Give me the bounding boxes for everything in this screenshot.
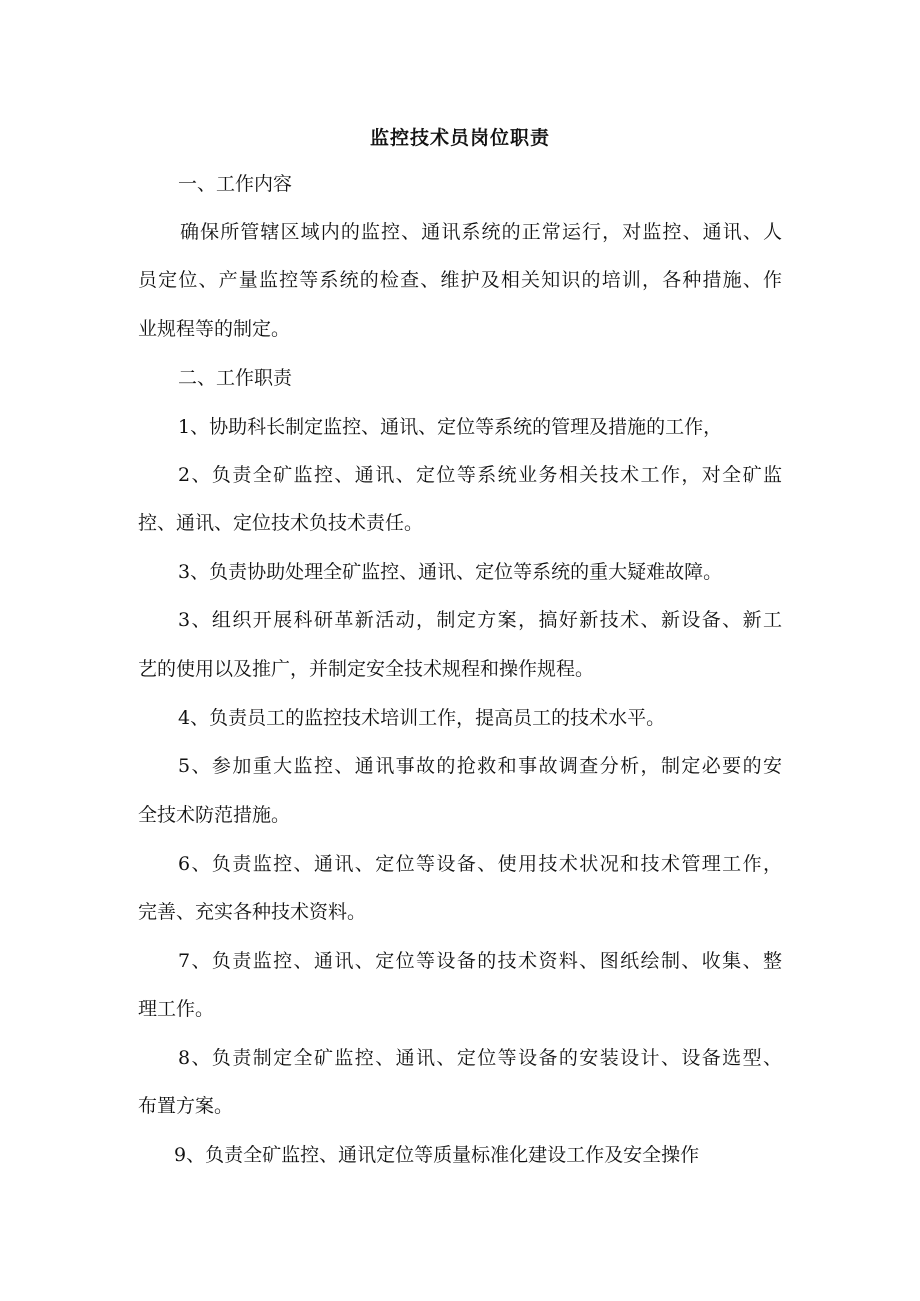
duty-item: 3、组织开展科研革新活动，制定方案，搞好新技术、新设备、新工 bbox=[178, 609, 782, 631]
duty-item-continuation: 全技术防范措施。 bbox=[138, 804, 291, 826]
duty-item: 4、负责员工的监控技术培训工作，提高员工的技术水平。 bbox=[178, 707, 666, 729]
paragraph-line: 确保所管辖区域内的监控、通讯系统的正常运行，对监控、通讯、人 bbox=[180, 221, 782, 243]
duty-item-continuation: 完善、充实各种技术资料。 bbox=[138, 901, 367, 923]
duty-item: 6、负责监控、通讯、定位等设备、使用技术状况和技术管理工作， bbox=[178, 853, 782, 875]
duty-item: 5、参加重大监控、通讯事故的抢救和事故调查分析，制定必要的安 bbox=[178, 755, 782, 777]
duty-item: 9、负责全矿监控、通讯定位等质量标准化建设工作及安全操作 bbox=[174, 1144, 700, 1166]
duty-item: 8、负责制定全矿监控、通讯、定位等设备的安装设计、设备选型、 bbox=[178, 1047, 782, 1069]
duty-item-continuation: 理工作。 bbox=[138, 998, 215, 1020]
paragraph-line: 员定位、产量监控等系统的检查、维护及相关知识的培训，各种措施、作 bbox=[138, 269, 782, 291]
duty-item: 1、协助科长制定监控、通讯、定位等系统的管理及措施的工作， bbox=[178, 416, 723, 438]
paragraph-line: 业规程等的制定。 bbox=[138, 318, 291, 340]
duty-item-continuation: 艺的使用以及推广，并制定安全技术规程和操作规程。 bbox=[138, 658, 595, 680]
duty-item-continuation: 控、通讯、定位技术负技术责任。 bbox=[138, 512, 424, 534]
duty-item-continuation: 布置方案。 bbox=[138, 1095, 234, 1117]
section-heading-work-content: 一、工作内容 bbox=[178, 173, 293, 195]
section-heading-work-duties: 二、工作职责 bbox=[178, 367, 293, 389]
duty-item: 7、负责监控、通讯、定位等设备的技术资料、图纸绘制、收集、整 bbox=[178, 950, 782, 972]
duty-item: 2、负责全矿监控、通讯、定位等系统业务相关技术工作，对全矿监 bbox=[178, 464, 782, 486]
document-title: 监控技术员岗位职责 bbox=[369, 127, 550, 149]
duty-item: 3、负责协助处理全矿监控、通讯、定位等系统的重大疑难故障。 bbox=[178, 561, 723, 583]
